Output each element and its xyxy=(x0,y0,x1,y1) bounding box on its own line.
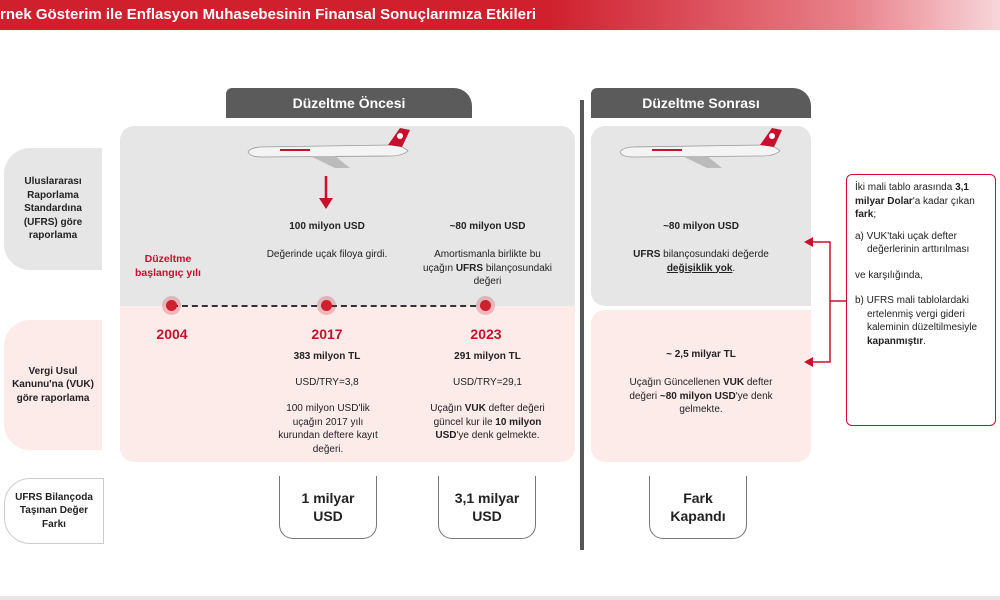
footer-rule xyxy=(0,596,1000,600)
result-2023 xyxy=(438,476,536,539)
after-ufrs-desc-b1: UFRS xyxy=(633,249,661,260)
note-intro-2: 'a kadar çıkan xyxy=(912,195,975,207)
timeline-dot-2023 xyxy=(480,300,491,311)
airplane-icon xyxy=(240,126,415,171)
after-vuk-desc-b2: ~80 milyon USD xyxy=(659,390,736,402)
row-label-vuk-text: Vergi Usul Kanunu'na (VUK) göre raporlama xyxy=(12,365,94,404)
note-item-b-bold: kapanmıştır xyxy=(867,335,924,347)
note-box xyxy=(846,174,996,426)
result-2023-text: 3,1 milyar USD xyxy=(454,489,520,524)
timeline-dot-2017 xyxy=(321,300,332,311)
tab-before: Düzeltme Öncesi xyxy=(226,88,472,118)
arrow-down-icon xyxy=(318,176,334,210)
note-item-a: a) VUK'taki uçak defter değerlerinin arttırılması xyxy=(855,230,970,255)
vuk-2023-desc-b2: 10 milyon USD xyxy=(435,416,542,441)
vuk-2023-desc-3: 'ye denk gelmekte. xyxy=(456,430,540,441)
ufrs-2017-amount: 100 milyon USD xyxy=(289,221,365,232)
airplane-icon xyxy=(612,126,787,171)
after-ufrs-desc-1: bilançosundaki değerde xyxy=(660,249,769,260)
note-intro-3: ; xyxy=(873,209,877,220)
vuk-2023-desc-1: Uçağın xyxy=(430,403,465,414)
ufrs-2023-amount: ~80 milyon USD xyxy=(449,221,526,232)
after-vuk-desc-3: 'ye denk gelmekte. xyxy=(679,390,773,415)
after-vuk-desc xyxy=(626,376,776,417)
page-title: rnek Gösterim ile Enflasyon Muhasebesinin Finansal Sonuçlarımıza Etkileri xyxy=(0,6,536,23)
after-vuk-desc-1: Uçağın Güncellenen xyxy=(629,377,723,388)
ufrs-2023-desc-bold: UFRS xyxy=(455,262,484,274)
timeline-dot-2004 xyxy=(166,300,177,311)
note-mid: ve karşılığında, xyxy=(855,269,923,281)
row-label-ufrs-text: Uluslararası Raporlama Standardına (UFRS) göre raporlama xyxy=(23,176,83,242)
row-label-ufrs xyxy=(4,148,102,270)
note-intro xyxy=(855,181,987,222)
ufrs-2023-desc-1: Amortismanla birlikte bu uçağın xyxy=(423,249,541,274)
after-ufrs-desc-2: . xyxy=(732,262,736,274)
after-vuk-amount: ~ 2,5 milyar TL xyxy=(666,349,736,360)
vuk-2017-amount: 383 milyon TL xyxy=(293,351,361,362)
vuk-2017-desc: 100 milyon USD'lik uçağın 2017 yılı kurundan deftere kayıt değeri. xyxy=(278,403,378,455)
vuk-2023-desc-b1: VUK xyxy=(464,403,486,414)
vuk-2017-rate: USD/TRY=3,8 xyxy=(295,377,359,388)
bracket-connector xyxy=(800,228,850,374)
ufrs-2023-desc-2: bilançosundaki değeri xyxy=(473,262,552,287)
after-ufrs-amount: ~80 milyon USD xyxy=(663,221,739,232)
year-2017: 2017 xyxy=(311,326,343,342)
note-intro-b1: 3,1 milyar Dolar xyxy=(855,182,969,207)
row-label-diff-text: UFRS Bilançoda Taşınan Değer Farkı xyxy=(15,491,93,530)
ufrs-2023-desc xyxy=(420,248,555,289)
note-item-b-1: b) UFRS mali tablolardaki ertelenmiş vergi gideri kaleminin düzeltilmesiyle xyxy=(855,295,978,333)
after-vuk-desc-2: defter değeri xyxy=(629,377,773,402)
start-year-label: Düzeltme başlangıç yılı xyxy=(135,253,201,280)
note-item-b-2: . xyxy=(923,335,926,347)
after-ufrs-desc-b2: değişiklik yok xyxy=(666,262,733,274)
ufrs-2017-desc: Değerinde uçak filoya girdi. xyxy=(266,249,388,260)
result-after xyxy=(649,476,747,539)
note-item-b xyxy=(855,294,987,348)
year-2023: 2023 xyxy=(470,326,502,342)
row-label-vuk xyxy=(4,320,102,450)
vuk-2023-desc-2: defter değeri güncel kur ile xyxy=(433,403,545,428)
result-2017-text: 1 milyar USD xyxy=(301,489,355,524)
row-label-diff xyxy=(4,478,104,544)
result-after-text: Fark Kapandı xyxy=(670,489,726,524)
vuk-2023-desc xyxy=(420,402,555,443)
tab-after: Düzeltme Sonrası xyxy=(591,88,811,118)
note-intro-1: İki mali tablo arasında xyxy=(855,182,956,193)
note-intro-b2: fark xyxy=(855,209,874,220)
result-2017 xyxy=(279,476,377,539)
after-ufrs-desc xyxy=(616,248,786,275)
vuk-2023-amount: 291 milyon TL xyxy=(454,351,521,362)
divider xyxy=(580,100,584,550)
vuk-2023-rate: USD/TRY=29,1 xyxy=(452,377,522,388)
year-2004: 2004 xyxy=(156,326,188,342)
after-vuk-desc-b1: VUK xyxy=(722,377,745,388)
